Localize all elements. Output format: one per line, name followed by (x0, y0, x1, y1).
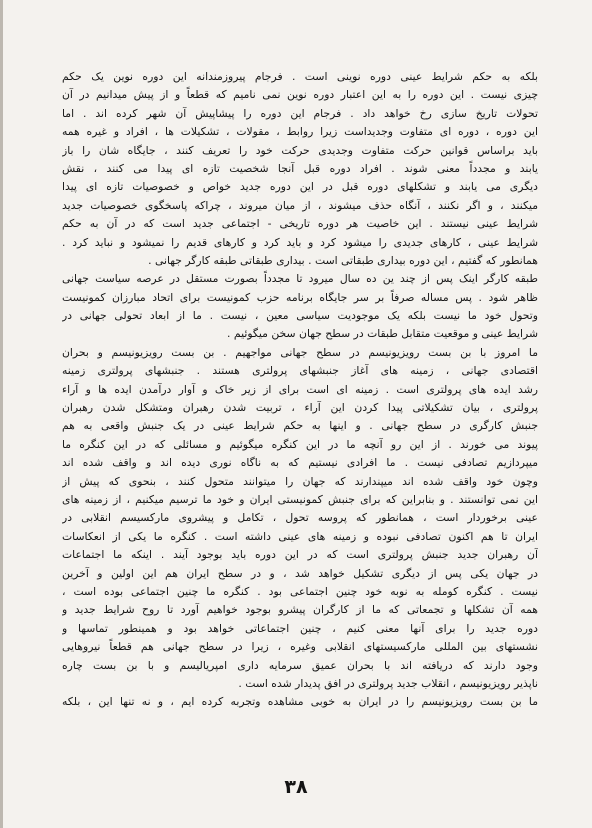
text-line: شرایط عینی ، کارهای جدیدی را میشود کرد و باید کرد و کارهای قدیم را نمیشود و نباید کرد . (62, 235, 538, 249)
text-line: این دوره ، دوره ای متفاوت وجدیداست زیرا روابط ، مقولات ، تشکیلات ها ، افراد و غیره همه (62, 125, 538, 139)
text-line: طبقه کارگر اینک پس از چند ین ده سال میرود تا مجدداً بصورت مستقل در عرصه سیاست جهانی (62, 272, 538, 286)
text-line: میپردازیم تصادفی نیست . ما افرادی نیستیم که به ناگاه نوری دیده اند و واقف شده اند (62, 456, 538, 470)
text-line: جنبش کارگری در سطح جهانی . و اینها به حکم شرایط عینی در یک جنبش واقعی به هم (62, 419, 538, 433)
text-line: ظاهر شود . پس مساله صرفاً بر سر جایگاه برنامه حزب کمونیست برای اتحاد مبارزان کمونیست (62, 290, 538, 304)
text-line: یابند و مجدداً معنی شوند . افراد دوره قبل آنجا شخصیت تازه ای پیدا می کنند ، نقش (62, 161, 538, 175)
text-line: همه آن تشکلها و تجمعاتی که ما از کارگران پیشرو بوجود خواهیم آورد تا روح شرایط جدید و (62, 603, 538, 617)
paragraph-3 (62, 344, 538, 693)
paragraph-4 (62, 693, 538, 711)
text-line: باید براساس قوانین حرکت متفاوت وجدیدی حرکت خود را تعریف کنند ، جایگاه شان را باز (62, 143, 538, 157)
text-line: نشستهای بین المللی مارکسیستهای انقلابی وغیره ، زیرا در سطح جهانی هم قطعاً نیروهایی (62, 640, 538, 654)
text-line: شرایط عینی و موقعیت متقابل طبقات در سطح جهان سخن میگوئیم . (227, 327, 538, 341)
page-number: ۳۸ (284, 776, 308, 798)
text-line: وجود دارند که دریافته اند با بحران عمیق سرمایه داری امپریالیسم و با بن بست چاره (62, 658, 538, 672)
text-line: پرولتری ، بیان تشکیلاتی پیدا کردن این آراء ، تربیت شدن رهبران ومتشکل شدن رهبران (62, 401, 538, 415)
text-line: بلکه به حکم شرایط عینی دوره نوینی است . فرجام پیروزمندانه این دوره نوین یک حکم (62, 70, 538, 83)
body-text (62, 68, 538, 712)
text-line: دیگری می یابند و تشکلهای دوره قبل در این دوره جدید خواص و خصوصیات تازه ای پیدا (62, 180, 538, 194)
text-line: آن رهبران جدید جنبش پرولتری است که در این دوره باید بوجود آیند . اینکه ما اجتماعات (62, 548, 538, 562)
text-line: وچون خود واقف شده اند میپندارند که جهان را میتوانند متحول کنند ، بنحوی که پیش از (62, 474, 538, 488)
text-line: این نمی توانستند . و بنابراین که برای جنبش کمونیستی ایران و خود ما ترسیم میکنیم ، از زمینه های (62, 492, 538, 506)
text-line: اقتصادی جهانی ، زمینه های آغاز جنبشهای پرولتری هستند . جنبشهای پرولتری زمینه (62, 364, 538, 378)
text-line: نیست . کنگره کومله به نوبه خود چنین اجتماعی بود . کنگره ما چنین اجتماعی بوده است ، (62, 584, 538, 598)
text-line: عینی برخوردار است ، همانطور که پروسه تحول ، تکامل و پیشروی مارکسیسم انقلابی در (62, 511, 538, 525)
text-line: شرایط عینی نیستند . این خاصیت هر دوره تاریخی - اجتماعی جدید است که در آن به حکم (62, 217, 538, 231)
text-line: ناپذیر رویزیونیسم ، انقلاب جدید پرولتری در افق پدیدار شده است . (238, 676, 538, 690)
text-line: دوره جدید را برای آنها معنی کنیم ، چنین اجتماعاتی خواهد بود و همینطور تماسها و (62, 621, 538, 635)
text-line: در جهان یکی پس از دیگری تشکیل خواهد شد ، و در سطح ایران هم این اولین و آخرین (62, 566, 538, 580)
text-line: رشد ایده های پرولتری است . زمینه ای است برای از زیر خاک و آوار درآمدن ایده ها و آراء (62, 382, 538, 396)
text-line: چیزی نیست . این دوره را به این اعتبار دوره نوین نمی نامیم که قطعاً و از پیش میدانیم در آن (62, 88, 538, 102)
paragraph-1 (62, 68, 538, 270)
text-line: میکنند ، و اگر نکنند ، آنگاه حذف میشوند ، از میان میروند ، چراکه پاسخگوی خصوصیات جدید (62, 198, 538, 212)
text-line: ما امروز با بن بست رویزیونیسم در سطح جهانی مواجهیم . بن بست رویزیونیسم و بحران (62, 345, 538, 359)
text-line: ما بن بست رویزیونیسم را در ایران به خوبی مشاهده وتجربه کرده ایم ، و نه تنها این ، بلکه (62, 695, 538, 709)
text-line: تحولات تاریخ سازی رخ خواهد داد . فرجام این دوره را پیشاپیش آن شهر کرده اند . اما (62, 106, 538, 120)
text-line: همانطور که گفتیم ، این دوره بیداری طبقاتی است . بیداری طبقاتی طبقه کارگر جهانی . (148, 253, 538, 267)
text-line: وتحول خود ما نیست بلکه یک موجودیت سیاسی معین ، نیست . ما از ابعاد تحولی جهانی در (62, 309, 538, 323)
text-line: ایران تا هم اکنون تصادفی نبوده و زمینه های عینی داشته است . کنگره ما یکی از انعکاسات (62, 529, 538, 543)
text-line: پیوند می خورند . از این رو آنچه ما در این کنگره میگوئیم و مسائلی که در این کنگره ما (62, 437, 538, 451)
paragraph-2 (62, 270, 538, 344)
